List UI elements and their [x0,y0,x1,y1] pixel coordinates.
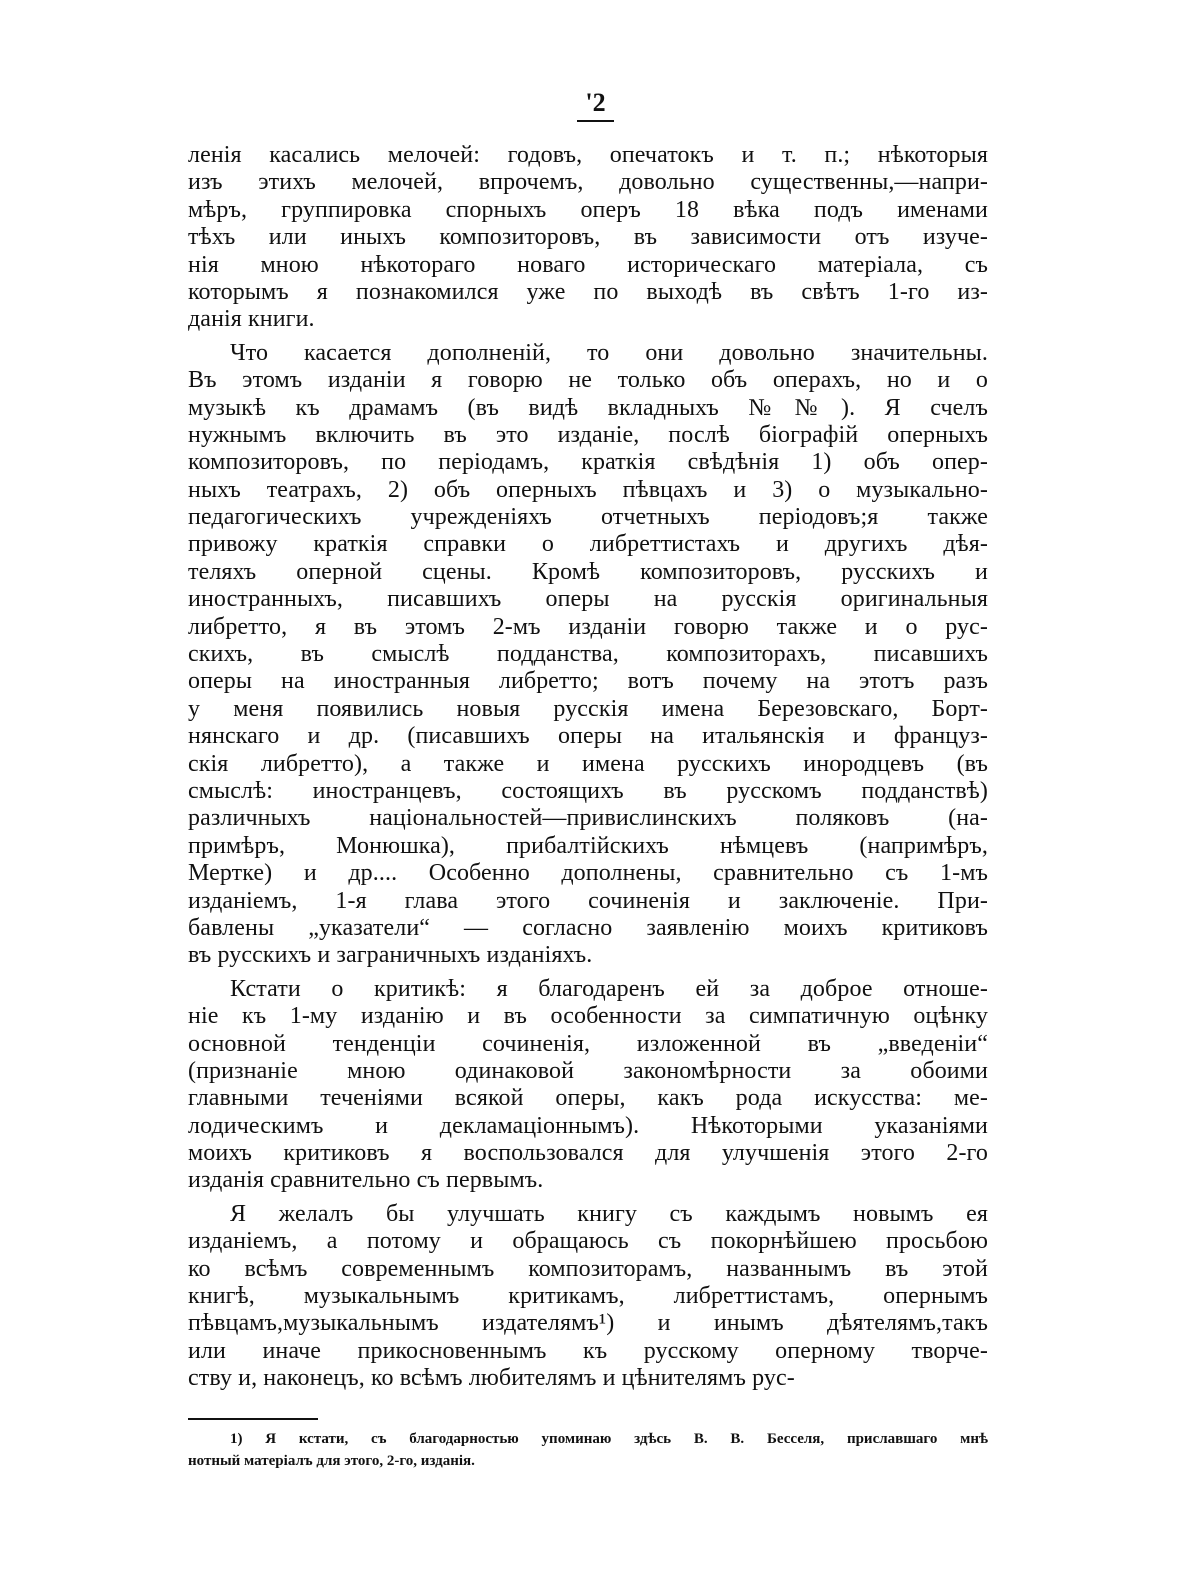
text-line: Что касается дополненій, то они довольно значительны. [230,339,988,366]
text-line: смыслѣ: иностранцевъ, состоящихъ въ русскомъ подданствѣ) [188,777,988,804]
text-line: пѣвцамъ,музыкальнымъ издателямъ¹) и инымъ дѣятелямъ,такъ [188,1310,988,1337]
footnote-line: нотный матеріалъ для этого, 2-го, изданія. [188,1453,475,1469]
text-line: лодическимъ и декламаціоннымъ). Нѣкоторыми указаніями [188,1112,988,1139]
page-number-container [0,88,1191,122]
text-line: ко всѣмъ современнымъ композиторамъ, названнымъ въ этой [188,1255,988,1282]
paragraph [188,1201,988,1393]
footnote-line: 1) Я кстати, съ благодарностью упоминаю здѣсь В. В. Бесселя, приславшаго мнѣ [230,1431,988,1447]
text-line: ству и, наконецъ, ко всѣмъ любителямъ и цѣнителямъ рус- [188,1365,795,1392]
text-line: теляхъ оперной сцены. Кромѣ композиторовъ, русскихъ и [188,558,988,585]
text-line: изданіемъ, 1-я глава этого сочиненія и заключеніе. При- [188,887,988,914]
text-line: музыкѣ къ драмамъ (въ видѣ вкладныхъ №№). Я счелъ [188,394,988,421]
text-line: различныхъ національностей—привислинскихъ поляковъ (на- [188,805,988,832]
text-line: бавлены „указатели“ — согласно заявленію моихъ критиковъ [188,914,988,941]
text-line: (признаніе мною одинаковой закономѣрности за обоими [188,1057,988,1084]
text-line: изданія сравнительно съ первымъ. [188,1167,544,1194]
text-line: моихъ критиковъ я воспользовался для улучшенія этого 2-го [188,1140,988,1167]
text-line: Кстати о критикѣ: я благодаренъ ей за доброе отноше- [230,975,988,1002]
text-line: Въ этомъ изданіи я говорю не только объ операхъ, но и о [188,367,988,394]
text-line: скихъ, въ смыслѣ подданства, композиторахъ, писавшихъ [188,641,988,668]
page-number: '2 [577,88,613,122]
text-line: которымъ я познакомился уже по выходѣ въ свѣтъ 1-го из- [188,278,988,305]
text-line: ныхъ театрахъ, 2) объ оперныхъ пѣвцахъ и 3) о музыкально- [188,476,988,503]
text-line: привожу краткія справки о либреттистахъ и другихъ дѣя- [188,531,988,558]
text-line: главными теченіями всякой оперы, какъ рода искусства: ме- [188,1085,988,1112]
text-line: изданіемъ, а потому и обращаюсь съ покорнѣйшею просьбою [188,1228,988,1255]
text-line: Я желалъ бы улучшать книгу съ каждымъ новымъ ея [230,1200,988,1227]
text-line: въ русскихъ и заграничныхъ изданіяхъ. [188,942,593,969]
text-line: изъ этихъ мелочей, впрочемъ, довольно существенны,—напри- [188,169,988,196]
text-line: у меня появились новыя русскія имена Березовскаго, Борт- [188,695,988,722]
text-line: или иначе прикосновеннымъ къ русскому оперному творче- [188,1337,988,1364]
text-line: основной тенденціи сочиненія, изложенной въ „введеніи“ [188,1030,988,1057]
paragraph [188,142,988,334]
footnote [188,1428,988,1472]
text-line: либретто, я въ этомъ 2-мъ изданіи говорю также и о рус- [188,613,988,640]
text-line: ніе къ 1-му изданію и въ особенности за симпатичную оцѣнку [188,1003,988,1030]
text-line: композиторовъ, по періодамъ, краткія свѣдѣнія 1) объ опер- [188,449,988,476]
text-line: нужнымъ включить въ это изданіе, послѣ біографій оперныхъ [188,421,988,448]
text-line: нія мною нѣкотораго новаго историческаго матеріала, съ [188,251,988,278]
text-line: мѣръ, группировка спорныхъ оперъ 18 вѣка подъ именами [188,196,988,223]
text-line: скія либретто), а также и имена русскихъ инородцевъ (въ [188,750,988,777]
main-text [188,142,988,1393]
text-line: оперы на иностранныя либретто; вотъ почему на этотъ разъ [188,668,988,695]
footnote-divider [188,1418,318,1420]
text-line: иностранныхъ, писавшихъ оперы на русскія оригинальныя [188,586,988,613]
text-line: данія книги. [188,306,315,333]
text-line: книгѣ, музыкальнымъ критикамъ, либреттистамъ, опернымъ [188,1283,988,1310]
text-line: примѣръ, Монюшка), прибалтійскихъ нѣмцевъ (напримѣръ, [188,832,988,859]
paragraph [188,976,988,1195]
paragraph [188,340,988,970]
text-line: тѣхъ или иныхъ композиторовъ, въ зависимости отъ изуче- [188,224,988,251]
text-line: нянскаго и др. (писавшихъ оперы на итальянскія и француз- [188,723,988,750]
text-line: ленія касались мелочей: годовъ, опечатокъ и т. п.; нѣкоторыя [188,142,988,168]
text-line: педагогическихъ учрежденіяхъ отчетныхъ періодовъ;я также [188,504,988,531]
text-line: Мертке) и др.... Особенно дополнены, сравнительно съ 1-мъ [188,860,988,887]
